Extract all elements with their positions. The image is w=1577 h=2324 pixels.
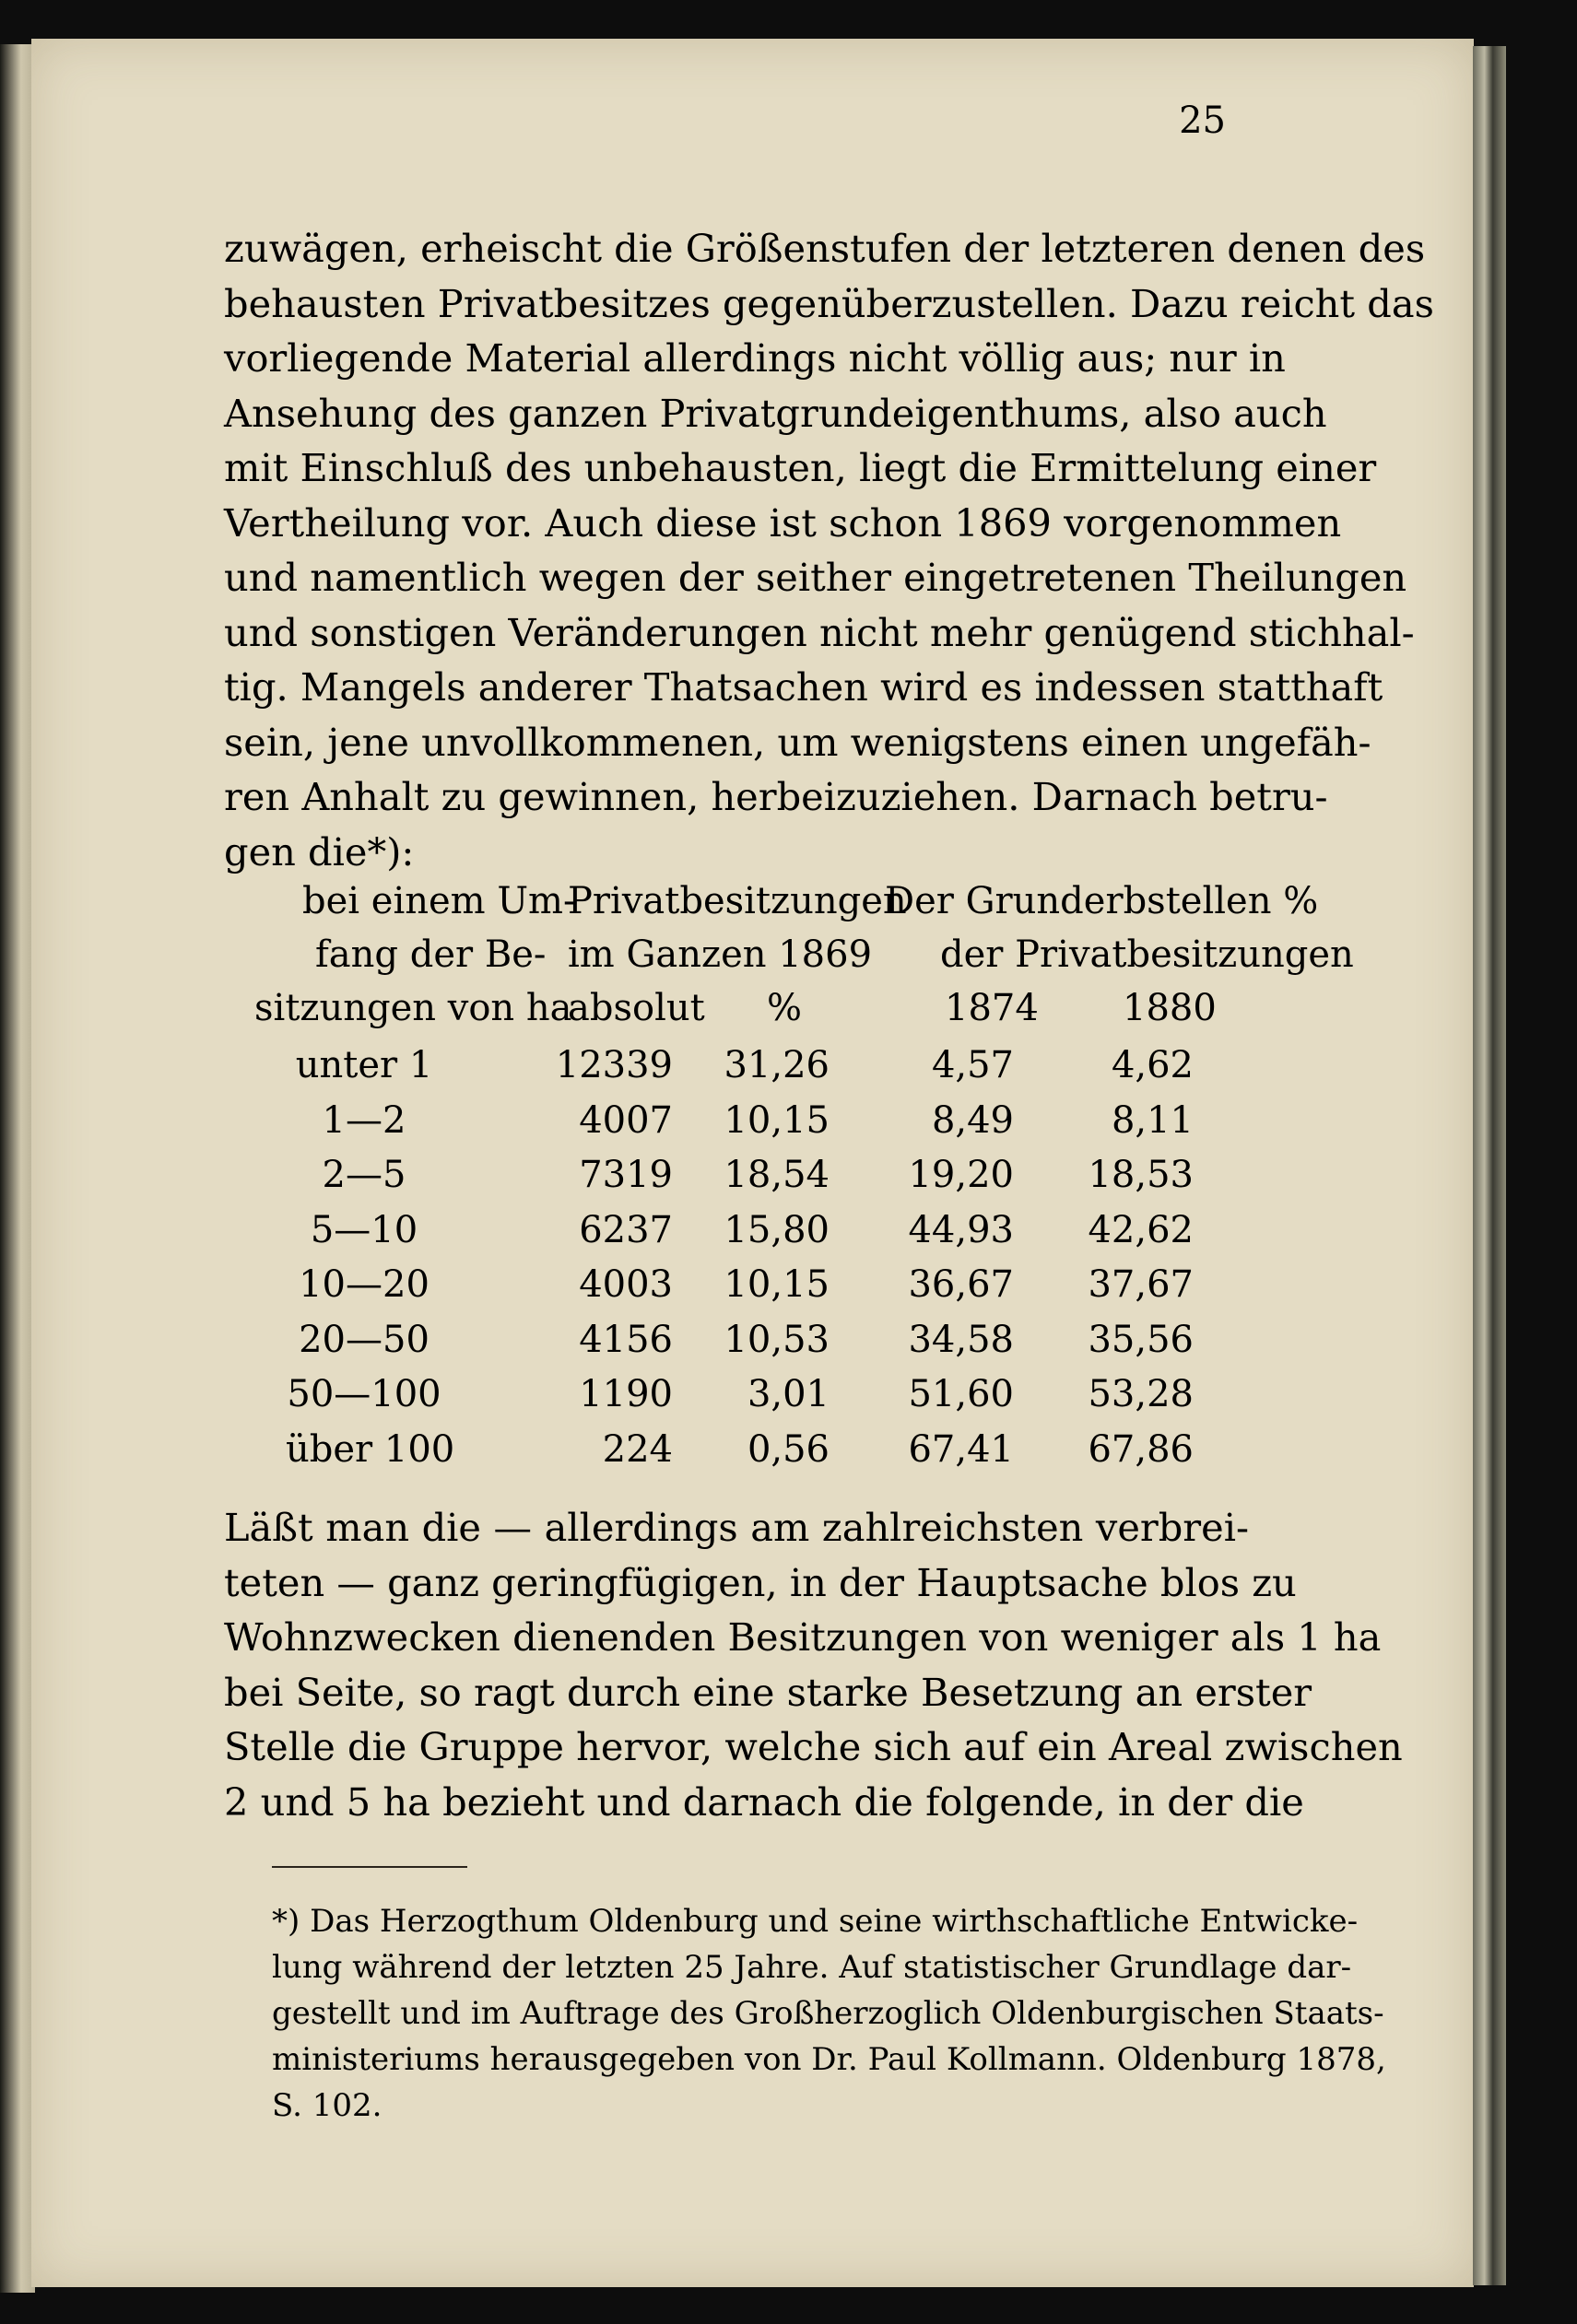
table-cell: 3,01 bbox=[747, 1373, 830, 1415]
table-cell: 7319 bbox=[579, 1154, 673, 1196]
text-line: Wohnzwecken dienenden Besitzungen von weniger als 1 ha bbox=[224, 1614, 1382, 1660]
table-row bbox=[295, 1044, 1258, 1098]
table-cell: 67,86 bbox=[1088, 1427, 1194, 1471]
text-line: Läßt man die — allerdings am zahlreichsten verbrei- bbox=[224, 1505, 1249, 1550]
table-cell: 44,93 bbox=[908, 1208, 1014, 1251]
table-cell: 8,11 bbox=[1111, 1098, 1194, 1142]
table-cell: 20—50 bbox=[299, 1318, 430, 1361]
table-cell: 1—2 bbox=[322, 1098, 406, 1142]
table-row bbox=[295, 1263, 1258, 1318]
table-header-row bbox=[295, 880, 1319, 933]
table-cell: 8,49 bbox=[931, 1098, 1014, 1142]
text-line: 2 und 5 ha bezieht und darnach die folgende, in der die bbox=[224, 1778, 1304, 1825]
table-cell: 4156 bbox=[579, 1318, 673, 1361]
page-number: 25 bbox=[1179, 100, 1226, 142]
text-line: sein, jene unvollkommenen, um wenigstens einen ungefäh- bbox=[224, 719, 1371, 765]
table-cell: 53,28 bbox=[1088, 1373, 1194, 1415]
table-cell: 36,67 bbox=[908, 1263, 1014, 1306]
table-row bbox=[295, 1319, 1258, 1373]
table-cell: 31,26 bbox=[724, 1044, 830, 1086]
footnote-line: *) Das Herzogthum Oldenburg und seine wirthschaftliche Entwicke- bbox=[272, 1903, 1359, 1940]
page-edge bbox=[1473, 46, 1506, 2285]
header-cell: % bbox=[767, 987, 803, 1029]
header-cell: 1880 bbox=[1123, 987, 1217, 1029]
table-row bbox=[295, 1209, 1258, 1263]
table-cell: 6237 bbox=[579, 1208, 673, 1251]
footnote-line: gestellt und im Auftrage des Großherzoglich Oldenburgischen Staats- bbox=[272, 1995, 1384, 2032]
text-line: vorliegende Material allerdings nicht völlig aus; nur in bbox=[224, 335, 1286, 381]
text-line: teten — ganz geringfügigen, in der Hauptsache blos zu bbox=[224, 1559, 1297, 1605]
table-cell: 18,53 bbox=[1088, 1154, 1194, 1196]
table-cell: 2—5 bbox=[322, 1154, 406, 1196]
header-cell: absolut bbox=[568, 987, 705, 1029]
header-cell: Der Grunderbstellen % bbox=[885, 880, 1319, 922]
table-header-row bbox=[254, 987, 1258, 1040]
text-line: Stelle die Gruppe hervor, welche sich auf ein Areal zwischen bbox=[224, 1724, 1403, 1769]
text-line: Vertheilung vor. Auch diese ist schon 1869 vorgenommen bbox=[224, 499, 1342, 546]
table-cell: 42,62 bbox=[1088, 1208, 1194, 1251]
table-cell: unter 1 bbox=[295, 1044, 433, 1086]
table-cell: 10—20 bbox=[299, 1263, 430, 1306]
table-row bbox=[286, 1427, 1258, 1483]
book-gutter bbox=[0, 44, 35, 2293]
text-line: und namentlich wegen der seither eingetretenen Theilungen bbox=[224, 555, 1407, 600]
table-cell: 10,15 bbox=[724, 1098, 830, 1142]
footnote-line: S. 102. bbox=[272, 2087, 382, 2124]
header-cell: im Ganzen 1869 bbox=[568, 933, 873, 976]
header-cell: der Privatbesitzungen bbox=[940, 933, 1354, 976]
header-cell: sitzungen von ha bbox=[254, 987, 572, 1029]
table-cell: 0,56 bbox=[747, 1427, 830, 1471]
footnote-rule bbox=[272, 1866, 467, 1868]
table-cell: 1190 bbox=[579, 1373, 673, 1415]
table-cell: 35,56 bbox=[1088, 1318, 1194, 1361]
text-line: behausten Privatbesitzes gegenüberzustellen. Dazu reicht das bbox=[224, 280, 1434, 326]
table-cell: 37,67 bbox=[1088, 1263, 1194, 1306]
table-row bbox=[287, 1373, 1258, 1427]
header-cell: fang der Be- bbox=[315, 933, 547, 976]
table-cell: 67,41 bbox=[908, 1427, 1014, 1471]
paragraph-1 bbox=[224, 221, 1434, 879]
table-cell: 18,54 bbox=[724, 1154, 830, 1196]
table-cell: 4003 bbox=[579, 1263, 673, 1306]
text-line: mit Einschluß des unbehausten, liegt die Ermittelung einer bbox=[224, 445, 1377, 490]
table-cell: 50—100 bbox=[287, 1373, 441, 1415]
table-header-row bbox=[295, 933, 1354, 987]
footnote-line: lung während der letzten 25 Jahre. Auf statistischer Grundlage dar- bbox=[272, 1949, 1352, 1986]
table-cell: 5—10 bbox=[310, 1208, 418, 1251]
table-cell: 19,20 bbox=[908, 1154, 1014, 1196]
text-line: ren Anhalt zu gewinnen, herbeizuziehen. Darnach betru- bbox=[224, 774, 1328, 819]
paragraph-2 bbox=[224, 1500, 1403, 1829]
text-line: bei Seite, so ragt durch eine starke Besetzung an erster bbox=[224, 1669, 1312, 1715]
table-cell: 34,58 bbox=[908, 1318, 1014, 1361]
header-cell: 1874 bbox=[945, 987, 1039, 1029]
table-cell: 10,53 bbox=[724, 1318, 830, 1361]
table-cell: 4,62 bbox=[1111, 1044, 1194, 1086]
table-row bbox=[295, 1099, 1258, 1154]
footnote bbox=[272, 1898, 1386, 2129]
table-cell: über 100 bbox=[286, 1427, 455, 1471]
text-line: Ansehung des ganzen Privatgrundeigenthums, also auch bbox=[224, 390, 1327, 436]
table-cell: 51,60 bbox=[908, 1373, 1014, 1415]
table-cell: 224 bbox=[602, 1427, 673, 1471]
header-cell: Privatbesitzungen bbox=[568, 880, 907, 922]
text-line: tig. Mangels anderer Thatsachen wird es indessen statthaft bbox=[224, 664, 1383, 710]
table-cell: 15,80 bbox=[724, 1208, 830, 1251]
text-line: und sonstigen Veränderungen nicht mehr genügend stichhal- bbox=[224, 609, 1415, 655]
header-cell: bei einem Um- bbox=[302, 880, 576, 922]
table-cell: 12339 bbox=[555, 1044, 673, 1086]
table-cell: 4007 bbox=[579, 1098, 673, 1142]
footnote-line: ministeriums herausgegeben von Dr. Paul Kollmann. Oldenburg 1878, bbox=[272, 2041, 1386, 2078]
table-row bbox=[295, 1154, 1258, 1208]
text-line: gen die*): bbox=[224, 828, 415, 874]
text-line: zuwägen, erheischt die Größenstufen der letzteren denen des bbox=[224, 226, 1426, 271]
table-cell: 10,15 bbox=[724, 1263, 830, 1306]
table-cell: 4,57 bbox=[931, 1044, 1014, 1086]
